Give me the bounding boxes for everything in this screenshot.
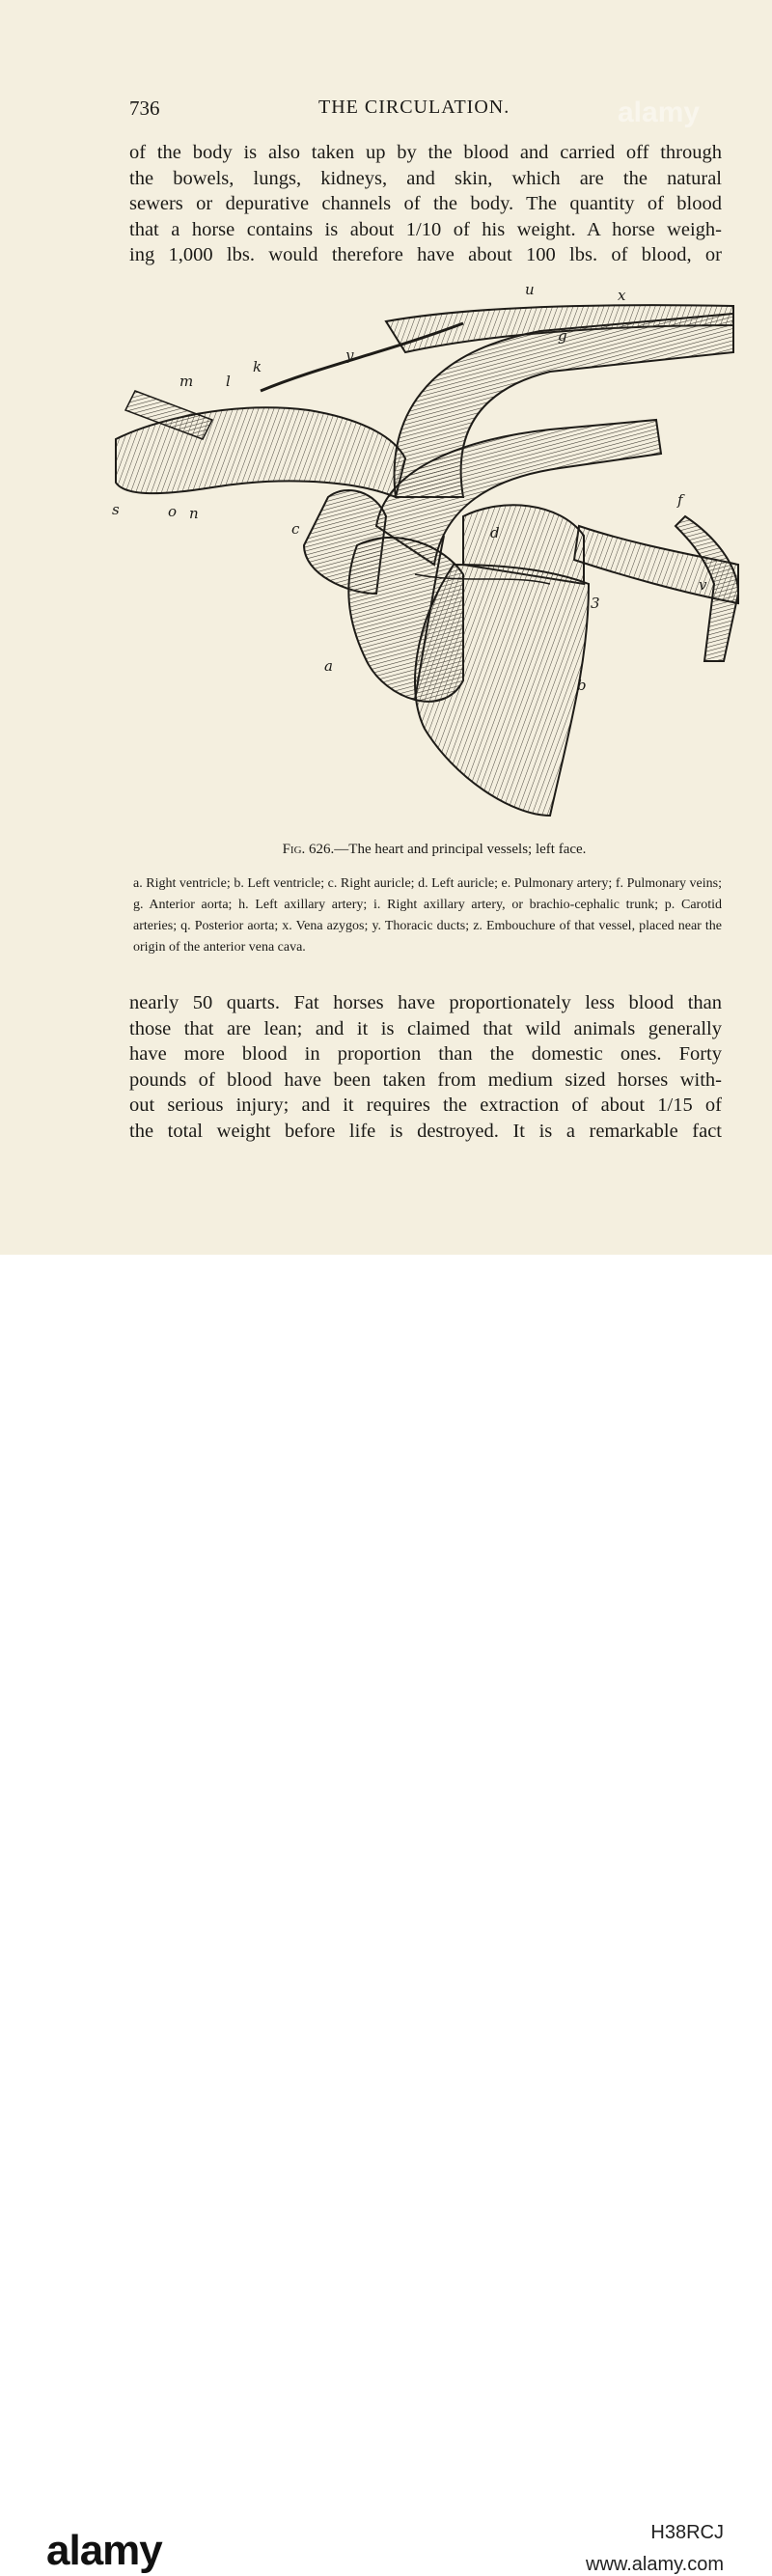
figure-label: u [525,281,535,298]
figure-label: d [490,524,500,541]
text-line: those that are lean; and it is claimed that wild animals generally [129,1017,722,1039]
caption-text: —The heart and principal vessels; left face. [334,842,587,857]
figure-label: n [189,505,199,522]
text-line: pounds of blood have been taken from medium sized horses with- [129,1068,722,1091]
figure-label: o [168,503,178,520]
figure-label: f [677,491,683,509]
figure-number: Fig. 626. [282,842,335,857]
bottom-paragraph [129,990,722,1144]
text-line: of the body is also taken up by the blood and carried off through [129,142,722,163]
figure-label: l [226,373,231,390]
brand-logo: alamy [46,2527,162,2574]
image-id: H38RCJ [650,2522,724,2543]
book-page [0,0,772,1255]
text-line: nearly 50 quarts. Fat horses have proportionately less blood than [129,992,722,1013]
figure-label: c [291,520,300,538]
heart-illustration [96,275,743,835]
text-line: ing 1,000 lbs. would therefore have about 100 lbs. of blood, or [129,244,722,265]
figure-label: k [253,358,262,375]
figure-label: b [577,677,587,694]
figure-label: v [699,576,707,594]
top-paragraph [129,140,722,268]
left-ventricle [415,565,589,816]
site-url: www.alamy.com [586,2554,724,2575]
text-line: have more blood in proportion than the domestic ones. Forty [129,1043,722,1065]
figure-label: m [179,373,194,390]
figure-label: y [345,346,354,364]
text-line: that a horse contains is about 1/10 of his weight. A horse weigh- [129,218,722,240]
figure-label: x [618,287,626,304]
figure-legend: a. Right ventricle; b. Left ventricle; c. Right auricle; d. Left auricle; e. Pulmonary artery; f. Pulmonary veins; g. Anterior aorta; h. Left axillary artery; i. Right axillary artery, or brachio-cephalic trunk; p. Carotid arteries; q. Posterior aorta; x. Vena azygos; y. Thoracic ducts; z. Embouchure of that vessel, placed near the origin of the anterior vena cava. [133,876,722,955]
figure-label: g [558,327,567,345]
figure-label: 3 [591,595,600,612]
figure-label: s [112,501,120,518]
figure-caption [174,842,695,858]
text-line: the bowels, lungs, kidneys, and skin, which are the natural [129,167,722,189]
text-line: the total weight before life is destroyed. It is a remarkable fact [129,1120,722,1142]
text-line: sewers or depurative channels of the body. The quantity of blood [129,193,722,214]
figure-label: a [324,657,333,675]
stock-footer [0,1255,772,2575]
watermark: alamy [618,97,701,128]
running-head: THE CIRCULATION. [318,97,510,118]
text-line: out serious injury; and it requires the extraction of about 1/15 of [129,1094,722,1116]
page-number: 736 [129,97,160,120]
